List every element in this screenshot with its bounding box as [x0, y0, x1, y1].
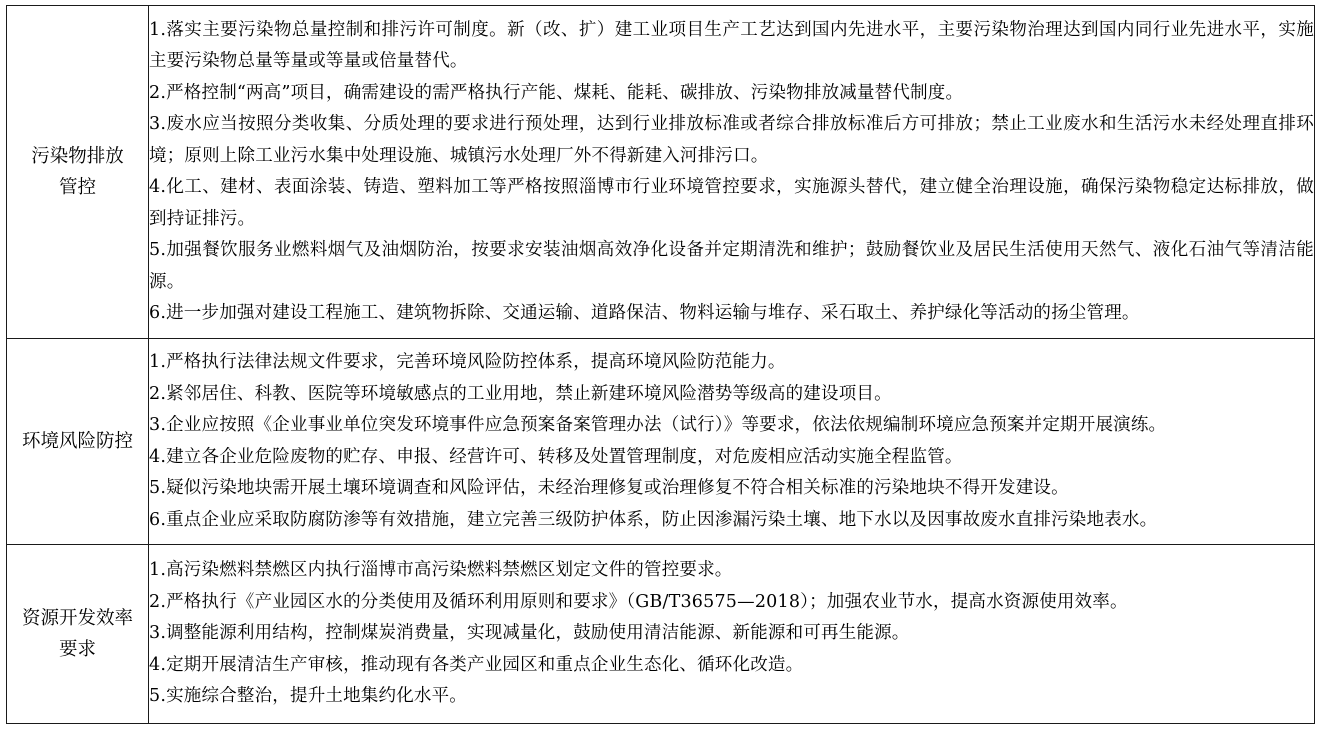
category-label-line: 资源开发效率	[21, 608, 133, 629]
requirement-item: 5.加强餐饮服务业燃料烟气及油烟防治，按要求安装油烟高效净化设备并定期清洗和维护；鼓励餐饮业及居民生活使用天然气、液化石油气等清洁能源。	[149, 240, 1314, 292]
requirement-item: 5.实施综合整治，提升土地集约化水平。	[149, 686, 467, 707]
requirement-item: 1.落实主要污染物总量控制和排污许可制度。新（改、扩）建工业项目生产工艺达到国内先进水平，主要污染物治理达到国内同行业先进水平，实施主要污染物总量等量或等量或倍量替代。	[149, 19, 1314, 71]
requirement-item: 3.废水应当按照分类收集、分质处理的要求进行预处理，达到行业排放标准或者综合排放标准后方可排放；禁止工业废水和生活污水未经处理直排环境；原则上除工业污水集中处理设施、城镇污水处理厂外不得新建入河排污口。	[149, 114, 1314, 166]
requirements-cell	[149, 545, 1315, 724]
category-label-line: 管控	[58, 177, 96, 198]
requirement-item: 2.严格控制“两高”项目，确需建设的需严格执行产能、煤耗、能耗、碳排放、污染物排放减量替代制度。	[149, 82, 964, 103]
requirement-item: 6.重点企业应采取防腐防渗等有效措施，建立完善三级防护体系，防止因渗漏污染土壤、地下水以及因事故废水直排污染地表水。	[149, 509, 1158, 530]
requirement-item: 5.疑似污染地块需开展土壤环境调查和风险评估，未经治理修复或治理修复不符合相关标准的污染地块不得开发建设。	[149, 478, 1069, 498]
category-label-line: 污染物排放	[31, 146, 124, 167]
requirement-item: 3.调整能源利用结构，控制煤炭消费量，实现减量化，鼓励使用清洁能源、新能源和可再生能源。	[149, 623, 910, 644]
category-label-line: 要求	[58, 639, 96, 660]
requirement-item: 3.企业应按照《企业事业单位突发环境事件应急预案备案管理办法（试行）》等要求，依法依规编制环境应急预案并定期开展演练。	[149, 415, 1167, 435]
category-cell	[7, 6, 149, 339]
requirement-item: 4.化工、建材、表面涂装、铸造、塑料加工等严格按照淄博市行业环境管控要求，实施源头替代，建立健全治理设施，确保污染物稳定达标排放，做到持证排污。	[149, 177, 1314, 229]
requirements-cell	[149, 6, 1315, 339]
requirement-item: 2.紧邻居住、科教、医院等环境敏感点的工业用地，禁止新建环境风险潜势等级高的建设项目。	[149, 383, 892, 404]
category-cell	[7, 545, 149, 724]
requirement-item: 1.高污染燃料禁燃区内执行淄博市高污染燃料禁燃区划定文件的管控要求。	[149, 560, 733, 581]
category-label-line: 环境风险防控	[21, 431, 133, 452]
table-row-pollutant-emission	[7, 6, 1315, 339]
requirement-item: 4.定期开展清洁生产审核，推动现有各类产业园区和重点企业生态化、循环化改造。	[149, 654, 804, 675]
category-cell	[7, 339, 149, 545]
requirements-cell	[149, 339, 1315, 545]
control-requirements-table	[6, 5, 1315, 724]
requirement-item: 2.严格执行《产业园区水的分类使用及循环利用原则和要求》（GB/T36575—2018）；加强农业节水，提高水资源使用效率。	[149, 591, 1128, 612]
table-row-environmental-risk	[7, 339, 1315, 545]
requirement-item: 4.建立各企业危险废物的贮存、申报、经营许可、转移及处置管理制度，对危废相应活动实施全程监管。	[149, 446, 963, 467]
table-row-resource-efficiency	[7, 545, 1315, 724]
requirement-item: 1.严格执行法律法规文件要求，完善环境风险防控体系，提高环境风险防范能力。	[149, 352, 786, 372]
requirement-item: 6.进一步加强对建设工程施工、建筑物拆除、交通运输、道路保洁、物料运输与堆存、采石取土、养护绿化等活动的扬尘管理。	[149, 303, 1140, 323]
